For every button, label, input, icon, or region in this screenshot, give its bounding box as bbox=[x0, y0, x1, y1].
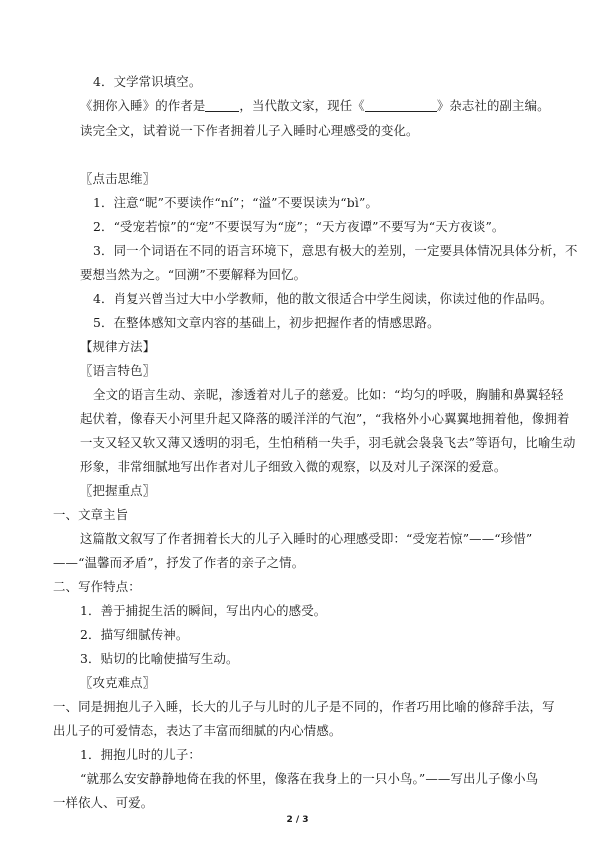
yuyan-line: 形象，非常细腻地写出作者对儿子细致入微的观察，以及对儿子深深的爱意。 bbox=[80, 459, 507, 474]
dianji-item: 3．同一个词语在不同的语言环境下，意思有极大的差别，一定要具体情况具体分析，不 bbox=[93, 243, 578, 258]
magazine-blank bbox=[365, 99, 437, 112]
bawo-section-1: 一、文章主旨 bbox=[53, 507, 129, 522]
dianji-item: 5．在整体感知文章内容的基础上，初步把握作者的情感思路。 bbox=[93, 315, 440, 330]
yuyan-heading: 〖语言特色〗 bbox=[80, 363, 156, 378]
q4-question: 读完全文，试着说一下作者拥着儿子入睡时心理感受的变化。 bbox=[80, 123, 419, 138]
q4-fill-text-a: 《拥你入睡》的作者是 bbox=[80, 98, 206, 113]
q4-title: 4．文学常识填空。 bbox=[93, 74, 202, 89]
gongke-sub-1: 1．拥抱儿时的儿子： bbox=[80, 747, 201, 762]
bawo-s2-item: 3．贴切的比喻使描写生动。 bbox=[80, 651, 239, 666]
q4-fill-text-c: 》杂志社的副主编。 bbox=[436, 98, 550, 113]
dianji-heading: 〖点击思维〗 bbox=[80, 171, 156, 186]
gongke-line: 一、同是拥抱儿子入睡，长大的儿子与儿时的儿子是不同的，作者巧用比喻的修辞手法，写 bbox=[53, 699, 555, 714]
gongke-heading: 〖攻克难点〗 bbox=[80, 675, 156, 690]
dianji-item: 1．注意“昵”不要读作“ní”；“溢”不要误读为“bì”。 bbox=[93, 195, 378, 210]
bawo-s2-item: 2．描写细腻传神。 bbox=[80, 627, 189, 642]
gongke-quote-line: “就那么安安静静地倚在我的怀里，像落在我身上的一只小鸟。”——写出儿子像小鸟 bbox=[80, 771, 539, 786]
q4-fill-line bbox=[80, 98, 550, 114]
dianji-item: 4．肖复兴曾当过大中小学教师，他的散文很适合中学生阅读，你读过他的作品吗。 bbox=[93, 291, 553, 306]
bawo-s1-line: ——“温馨而矛盾”，抒发了作者的亲子之情。 bbox=[53, 555, 305, 570]
gongke-line: 出儿子的可爱情态，表达了丰富而细腻的内心情感。 bbox=[53, 723, 342, 738]
bawo-section-2: 二、写作特点： bbox=[53, 579, 141, 594]
author-blank bbox=[205, 99, 239, 112]
bawo-s1-line: 这篇散文叙写了作者拥着长大的儿子入睡时的心理感受即：“受宠若惊”——“珍惜” bbox=[80, 531, 533, 546]
q4-fill-text-b: ，当代散文家，现任《 bbox=[239, 98, 365, 113]
yuyan-line: 全文的语言生动、亲昵，渗透着对儿子的慈爱。比如：“均匀的呼吸，胸脯和鼻翼轻轻 bbox=[93, 387, 564, 402]
page-number: 2 / 3 bbox=[286, 815, 309, 825]
bawo-s2-item: 1．善于捕捉生活的瞬间，写出内心的感受。 bbox=[80, 603, 327, 618]
guilv-heading: 【规律方法】 bbox=[80, 339, 156, 354]
dianji-item-cont: 要想当然为之。“回溯”不要解释为回忆。 bbox=[80, 267, 307, 282]
yuyan-line: 起伏着，像春天小河里升起又降落的暖洋洋的气泡”，“我格外小心翼翼地拥着他，像拥着 bbox=[80, 411, 570, 426]
yuyan-line: 一支又轻又软又薄又透明的羽毛，生怕稍稍一失手，羽毛就会袅袅飞去”等语句，比喻生动 bbox=[80, 435, 576, 450]
dianji-item: 2．“受宠若惊”的“宠”不要误写为“庞”；“天方夜谭”不要写为“天方夜谈”。 bbox=[93, 219, 505, 234]
gongke-quote-line: 一样依人、可爱。 bbox=[53, 795, 154, 810]
bawo-heading: 〖把握重点〗 bbox=[80, 483, 156, 498]
